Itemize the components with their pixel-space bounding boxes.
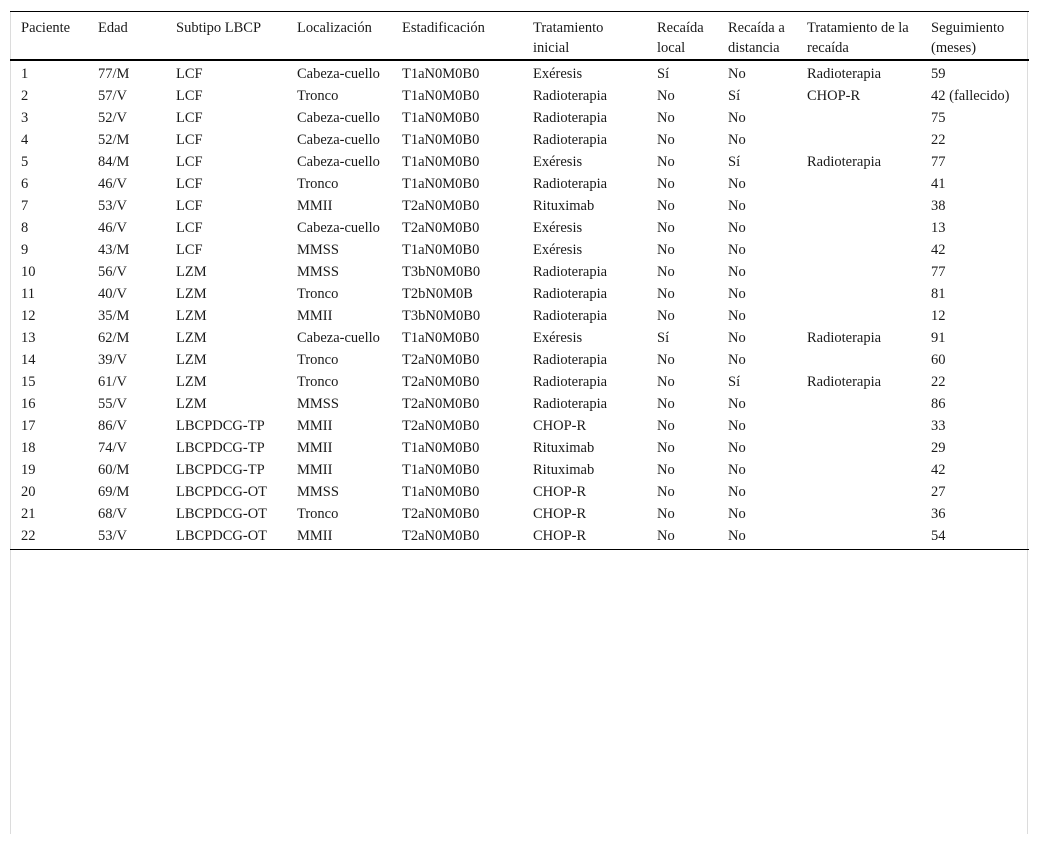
cell-tratamiento-recaida <box>796 459 920 481</box>
cell-recaida-distancia: No <box>728 352 746 368</box>
cell-tratamiento-recaida: CHOP-R <box>807 88 861 104</box>
cell-recaida-distancia: No <box>728 242 746 258</box>
cell-tratamiento-inicial: Rituximab <box>533 462 595 478</box>
cell-recaida-local: No <box>657 198 675 214</box>
cell-localizacion: MMII <box>297 440 333 456</box>
header-seguimiento: Seguimiento (meses) <box>931 20 1005 56</box>
cell-paciente: 4 <box>21 132 29 148</box>
cell-tratamiento-inicial: CHOP-R <box>533 484 587 500</box>
cell-recaida-distancia: No <box>728 330 746 346</box>
cell-seguimiento: 86 <box>931 396 946 412</box>
cell-recaida-local: No <box>657 110 675 126</box>
cell-paciente: 3 <box>21 110 29 126</box>
cell-tratamiento-recaida: Radioterapia <box>807 66 882 82</box>
cell-paciente: 15 <box>21 374 36 390</box>
cell-seguimiento: 41 <box>931 176 946 192</box>
table-row <box>10 239 1029 261</box>
cell-edad: 57/V <box>98 88 127 104</box>
cell-seguimiento: 42 <box>931 242 946 258</box>
cell-subtipo: LZM <box>176 330 207 346</box>
cell-estadificacion: T1aN0M0B0 <box>402 440 480 456</box>
cell-recaida-distancia: Sí <box>728 374 741 390</box>
cell-recaida-local: No <box>657 484 675 500</box>
table-header-row <box>10 12 1029 61</box>
cell-subtipo: LCF <box>176 242 203 258</box>
cell-estadificacion: T1aN0M0B0 <box>402 242 480 258</box>
cell-recaida-distancia: No <box>728 132 746 148</box>
cell-edad: 55/V <box>98 396 127 412</box>
cell-paciente: 21 <box>21 506 36 522</box>
cell-localizacion: Cabeza-cuello <box>297 132 380 148</box>
cell-seguimiento: 60 <box>931 352 946 368</box>
cell-tratamiento-inicial: Radioterapia <box>533 396 608 412</box>
table-row <box>10 129 1029 151</box>
cell-recaida-local: No <box>657 418 675 434</box>
cell-tratamiento-inicial: Radioterapia <box>533 110 608 126</box>
cell-tratamiento-recaida <box>796 107 920 129</box>
cell-recaida-distancia: No <box>728 396 746 412</box>
cell-recaida-local: No <box>657 286 675 302</box>
cell-paciente: 20 <box>21 484 36 500</box>
cell-subtipo: LCF <box>176 198 203 214</box>
cell-seguimiento: 77 <box>931 264 946 280</box>
table-row <box>10 261 1029 283</box>
cell-tratamiento-inicial: Radioterapia <box>533 374 608 390</box>
cell-edad: 46/V <box>98 176 127 192</box>
table-row <box>10 481 1029 503</box>
cell-localizacion: Tronco <box>297 374 339 390</box>
cell-tratamiento-inicial: Exéresis <box>533 242 583 258</box>
cell-seguimiento: 42 <box>931 462 946 478</box>
cell-paciente: 6 <box>21 176 29 192</box>
cell-tratamiento-inicial: Exéresis <box>533 154 583 170</box>
cell-estadificacion: T1aN0M0B0 <box>402 110 480 126</box>
cell-localizacion: MMII <box>297 198 333 214</box>
cell-subtipo: LCF <box>176 88 203 104</box>
cell-recaida-local: No <box>657 462 675 478</box>
cell-estadificacion: T3bN0M0B0 <box>402 308 481 324</box>
cell-estadificacion: T1aN0M0B0 <box>402 462 480 478</box>
cell-localizacion: MMII <box>297 462 333 478</box>
cell-localizacion: Cabeza-cuello <box>297 110 380 126</box>
cell-localizacion: Tronco <box>297 506 339 522</box>
cell-tratamiento-recaida: Radioterapia <box>807 374 882 390</box>
cell-tratamiento-recaida <box>796 173 920 195</box>
cell-recaida-distancia: No <box>728 308 746 324</box>
cell-edad: 69/M <box>98 484 130 500</box>
cell-tratamiento-inicial: Exéresis <box>533 220 583 236</box>
cell-recaida-distancia: No <box>728 462 746 478</box>
cell-estadificacion: T1aN0M0B0 <box>402 154 480 170</box>
cell-tratamiento-recaida <box>796 437 920 459</box>
cell-localizacion: Tronco <box>297 176 339 192</box>
table-row <box>10 107 1029 129</box>
cell-tratamiento-inicial: Radioterapia <box>533 264 608 280</box>
cell-subtipo: LZM <box>176 396 207 412</box>
table-row <box>10 305 1029 327</box>
cell-tratamiento-recaida <box>796 129 920 151</box>
cell-subtipo: LBCPDCG-OT <box>176 506 268 522</box>
cell-localizacion: Cabeza-cuello <box>297 154 380 170</box>
cell-localizacion: Tronco <box>297 352 339 368</box>
cell-paciente: 1 <box>21 66 29 82</box>
cell-recaida-distancia: No <box>728 418 746 434</box>
header-estadificacion: Estadificación <box>402 20 485 36</box>
cell-seguimiento: 54 <box>931 528 946 544</box>
cell-paciente: 9 <box>21 242 29 258</box>
cell-edad: 86/V <box>98 418 127 434</box>
table-row <box>10 415 1029 437</box>
cell-edad: 62/M <box>98 330 130 346</box>
cell-subtipo: LCF <box>176 110 203 126</box>
cell-recaida-distancia: No <box>728 176 746 192</box>
cell-paciente: 13 <box>21 330 36 346</box>
cell-paciente: 14 <box>21 352 36 368</box>
cell-seguimiento: 29 <box>931 440 946 456</box>
cell-paciente: 16 <box>21 396 36 412</box>
table-row <box>10 173 1029 195</box>
cell-paciente: 22 <box>21 528 36 544</box>
cell-tratamiento-recaida: Radioterapia <box>807 154 882 170</box>
table-row <box>10 85 1029 107</box>
cell-recaida-distancia: No <box>728 198 746 214</box>
cell-edad: 35/M <box>98 308 130 324</box>
cell-seguimiento: 22 <box>931 374 946 390</box>
cell-tratamiento-inicial: Radioterapia <box>533 308 608 324</box>
cell-estadificacion: T1aN0M0B0 <box>402 132 480 148</box>
cell-localizacion: MMII <box>297 418 333 434</box>
cell-seguimiento: 42 (fallecido) <box>931 88 1010 104</box>
cell-recaida-distancia: No <box>728 286 746 302</box>
table-row <box>10 327 1029 349</box>
cell-recaida-local: No <box>657 242 675 258</box>
cell-tratamiento-recaida <box>796 239 920 261</box>
cell-tratamiento-inicial: Rituximab <box>533 198 595 214</box>
cell-recaida-distancia: No <box>728 484 746 500</box>
cell-recaida-distancia: No <box>728 220 746 236</box>
cell-recaida-local: No <box>657 220 675 236</box>
cell-subtipo: LCF <box>176 132 203 148</box>
cell-recaida-distancia: No <box>728 264 746 280</box>
cell-estadificacion: T2aN0M0B0 <box>402 374 480 390</box>
cell-subtipo: LBCPDCG-OT <box>176 528 268 544</box>
cell-subtipo: LZM <box>176 374 207 390</box>
cell-tratamiento-recaida <box>796 217 920 239</box>
cell-tratamiento-recaida <box>796 283 920 305</box>
cell-paciente: 17 <box>21 418 36 434</box>
cell-edad: 43/M <box>98 242 130 258</box>
cell-recaida-distancia: No <box>728 506 746 522</box>
cell-estadificacion: T1aN0M0B0 <box>402 66 480 82</box>
header-localizacion: Localización <box>297 20 372 36</box>
patients-table <box>10 11 1029 550</box>
cell-recaida-local: No <box>657 506 675 522</box>
cell-estadificacion: T2aN0M0B0 <box>402 220 480 236</box>
table-row <box>10 393 1029 415</box>
cell-paciente: 10 <box>21 264 36 280</box>
cell-tratamiento-inicial: CHOP-R <box>533 506 587 522</box>
cell-subtipo: LBCPDCG-TP <box>176 440 265 456</box>
cell-recaida-local: No <box>657 374 675 390</box>
table-row <box>10 60 1029 85</box>
table-row <box>10 459 1029 481</box>
cell-estadificacion: T2aN0M0B0 <box>402 198 480 214</box>
cell-edad: 84/M <box>98 154 130 170</box>
cell-paciente: 11 <box>21 286 35 302</box>
cell-recaida-local: No <box>657 88 675 104</box>
cell-seguimiento: 22 <box>931 132 946 148</box>
cell-tratamiento-recaida: Radioterapia <box>807 330 882 346</box>
cell-subtipo: LBCPDCG-TP <box>176 418 265 434</box>
table-row <box>10 437 1029 459</box>
cell-tratamiento-inicial: Radioterapia <box>533 132 608 148</box>
cell-tratamiento-inicial: CHOP-R <box>533 528 587 544</box>
cell-recaida-local: No <box>657 528 675 544</box>
table-body <box>10 60 1029 550</box>
table-row <box>10 371 1029 393</box>
table-row <box>10 195 1029 217</box>
cell-subtipo: LCF <box>176 66 203 82</box>
cell-edad: 68/V <box>98 506 127 522</box>
header-tratamiento-inicial: Tratamiento inicial <box>533 20 604 56</box>
header-recaida-distancia: Recaída a distancia <box>728 20 785 56</box>
cell-tratamiento-inicial: Exéresis <box>533 330 583 346</box>
header-edad: Edad <box>98 20 128 36</box>
cell-recaida-distancia: No <box>728 110 746 126</box>
header-paciente: Paciente <box>21 20 71 36</box>
cell-paciente: 2 <box>21 88 29 104</box>
cell-subtipo: LZM <box>176 286 207 302</box>
cell-tratamiento-inicial: Radioterapia <box>533 176 608 192</box>
cell-localizacion: MMII <box>297 528 333 544</box>
cell-recaida-local: No <box>657 264 675 280</box>
cell-seguimiento: 91 <box>931 330 946 346</box>
table-row <box>10 283 1029 305</box>
cell-edad: 60/M <box>98 462 130 478</box>
cell-seguimiento: 38 <box>931 198 946 214</box>
table-row <box>10 349 1029 371</box>
cell-tratamiento-inicial: Radioterapia <box>533 352 608 368</box>
cell-tratamiento-inicial: CHOP-R <box>533 418 587 434</box>
cell-recaida-local: No <box>657 396 675 412</box>
cell-recaida-distancia: No <box>728 528 746 544</box>
cell-edad: 53/V <box>98 198 127 214</box>
cell-edad: 61/V <box>98 374 127 390</box>
cell-recaida-distancia: Sí <box>728 88 741 104</box>
cell-recaida-local: No <box>657 154 675 170</box>
cell-subtipo: LBCPDCG-TP <box>176 462 265 478</box>
cell-subtipo: LBCPDCG-OT <box>176 484 268 500</box>
cell-subtipo: LZM <box>176 352 207 368</box>
cell-tratamiento-recaida <box>796 525 920 550</box>
table-row <box>10 503 1029 525</box>
cell-edad: 77/M <box>98 66 130 82</box>
cell-edad: 40/V <box>98 286 127 302</box>
cell-edad: 53/V <box>98 528 127 544</box>
cell-localizacion: Cabeza-cuello <box>297 66 380 82</box>
cell-recaida-local: No <box>657 308 675 324</box>
cell-edad: 74/V <box>98 440 127 456</box>
cell-edad: 56/V <box>98 264 127 280</box>
cell-estadificacion: T2aN0M0B0 <box>402 418 480 434</box>
cell-recaida-local: No <box>657 440 675 456</box>
cell-paciente: 8 <box>21 220 29 236</box>
table-row <box>10 525 1029 550</box>
cell-tratamiento-inicial: Rituximab <box>533 440 595 456</box>
cell-recaida-distancia: No <box>728 440 746 456</box>
cell-recaida-local: No <box>657 352 675 368</box>
cell-localizacion: Cabeza-cuello <box>297 220 380 236</box>
cell-subtipo: LZM <box>176 264 207 280</box>
cell-paciente: 5 <box>21 154 29 170</box>
cell-estadificacion: T2aN0M0B0 <box>402 352 480 368</box>
cell-paciente: 12 <box>21 308 36 324</box>
cell-tratamiento-recaida <box>796 305 920 327</box>
cell-localizacion: MMSS <box>297 242 339 258</box>
cell-subtipo: LCF <box>176 220 203 236</box>
table-row <box>10 217 1029 239</box>
cell-seguimiento: 13 <box>931 220 946 236</box>
cell-tratamiento-recaida <box>796 261 920 283</box>
cell-subtipo: LCF <box>176 176 203 192</box>
cell-estadificacion: T2aN0M0B0 <box>402 528 480 544</box>
cell-estadificacion: T1aN0M0B0 <box>402 484 480 500</box>
cell-localizacion: Tronco <box>297 286 339 302</box>
cell-tratamiento-recaida <box>796 415 920 437</box>
cell-seguimiento: 12 <box>931 308 946 324</box>
cell-subtipo: LCF <box>176 154 203 170</box>
cell-seguimiento: 81 <box>931 286 946 302</box>
cell-paciente: 7 <box>21 198 29 214</box>
cell-tratamiento-inicial: Exéresis <box>533 66 583 82</box>
cell-paciente: 18 <box>21 440 36 456</box>
header-subtipo: Subtipo LBCP <box>176 20 262 36</box>
cell-edad: 52/M <box>98 132 130 148</box>
cell-edad: 39/V <box>98 352 127 368</box>
cell-recaida-local: Sí <box>657 66 670 82</box>
header-recaida-local: Recaída local <box>657 20 704 56</box>
cell-edad: 52/V <box>98 110 127 126</box>
cell-recaida-local: No <box>657 176 675 192</box>
cell-paciente: 19 <box>21 462 36 478</box>
cell-localizacion: MMII <box>297 308 333 324</box>
cell-recaida-distancia: Sí <box>728 154 741 170</box>
cell-localizacion: MMSS <box>297 396 339 412</box>
cell-estadificacion: T1aN0M0B0 <box>402 176 480 192</box>
cell-localizacion: Tronco <box>297 88 339 104</box>
cell-localizacion: Cabeza-cuello <box>297 330 380 346</box>
cell-estadificacion: T2bN0M0B <box>402 286 473 302</box>
cell-tratamiento-recaida <box>796 195 920 217</box>
cell-localizacion: MMSS <box>297 484 339 500</box>
cell-seguimiento: 77 <box>931 154 946 170</box>
cell-tratamiento-inicial: Radioterapia <box>533 88 608 104</box>
cell-recaida-distancia: No <box>728 66 746 82</box>
cell-tratamiento-recaida <box>796 349 920 371</box>
cell-seguimiento: 33 <box>931 418 946 434</box>
cell-seguimiento: 59 <box>931 66 946 82</box>
cell-subtipo: LZM <box>176 308 207 324</box>
cell-seguimiento: 27 <box>931 484 946 500</box>
header-tratamiento-recaida: Tratamiento de la recaída <box>807 20 909 56</box>
cell-estadificacion: T3bN0M0B0 <box>402 264 481 280</box>
cell-tratamiento-inicial: Radioterapia <box>533 286 608 302</box>
cell-edad: 46/V <box>98 220 127 236</box>
table-row <box>10 151 1029 173</box>
cell-estadificacion: T1aN0M0B0 <box>402 330 480 346</box>
cell-tratamiento-recaida <box>796 503 920 525</box>
cell-estadificacion: T2aN0M0B0 <box>402 396 480 412</box>
cell-seguimiento: 75 <box>931 110 946 126</box>
cell-recaida-local: Sí <box>657 330 670 346</box>
cell-seguimiento: 36 <box>931 506 946 522</box>
cell-localizacion: MMSS <box>297 264 339 280</box>
cell-estadificacion: T2aN0M0B0 <box>402 506 480 522</box>
cell-tratamiento-recaida <box>796 393 920 415</box>
cell-tratamiento-recaida <box>796 481 920 503</box>
cell-estadificacion: T1aN0M0B0 <box>402 88 480 104</box>
cell-recaida-local: No <box>657 132 675 148</box>
